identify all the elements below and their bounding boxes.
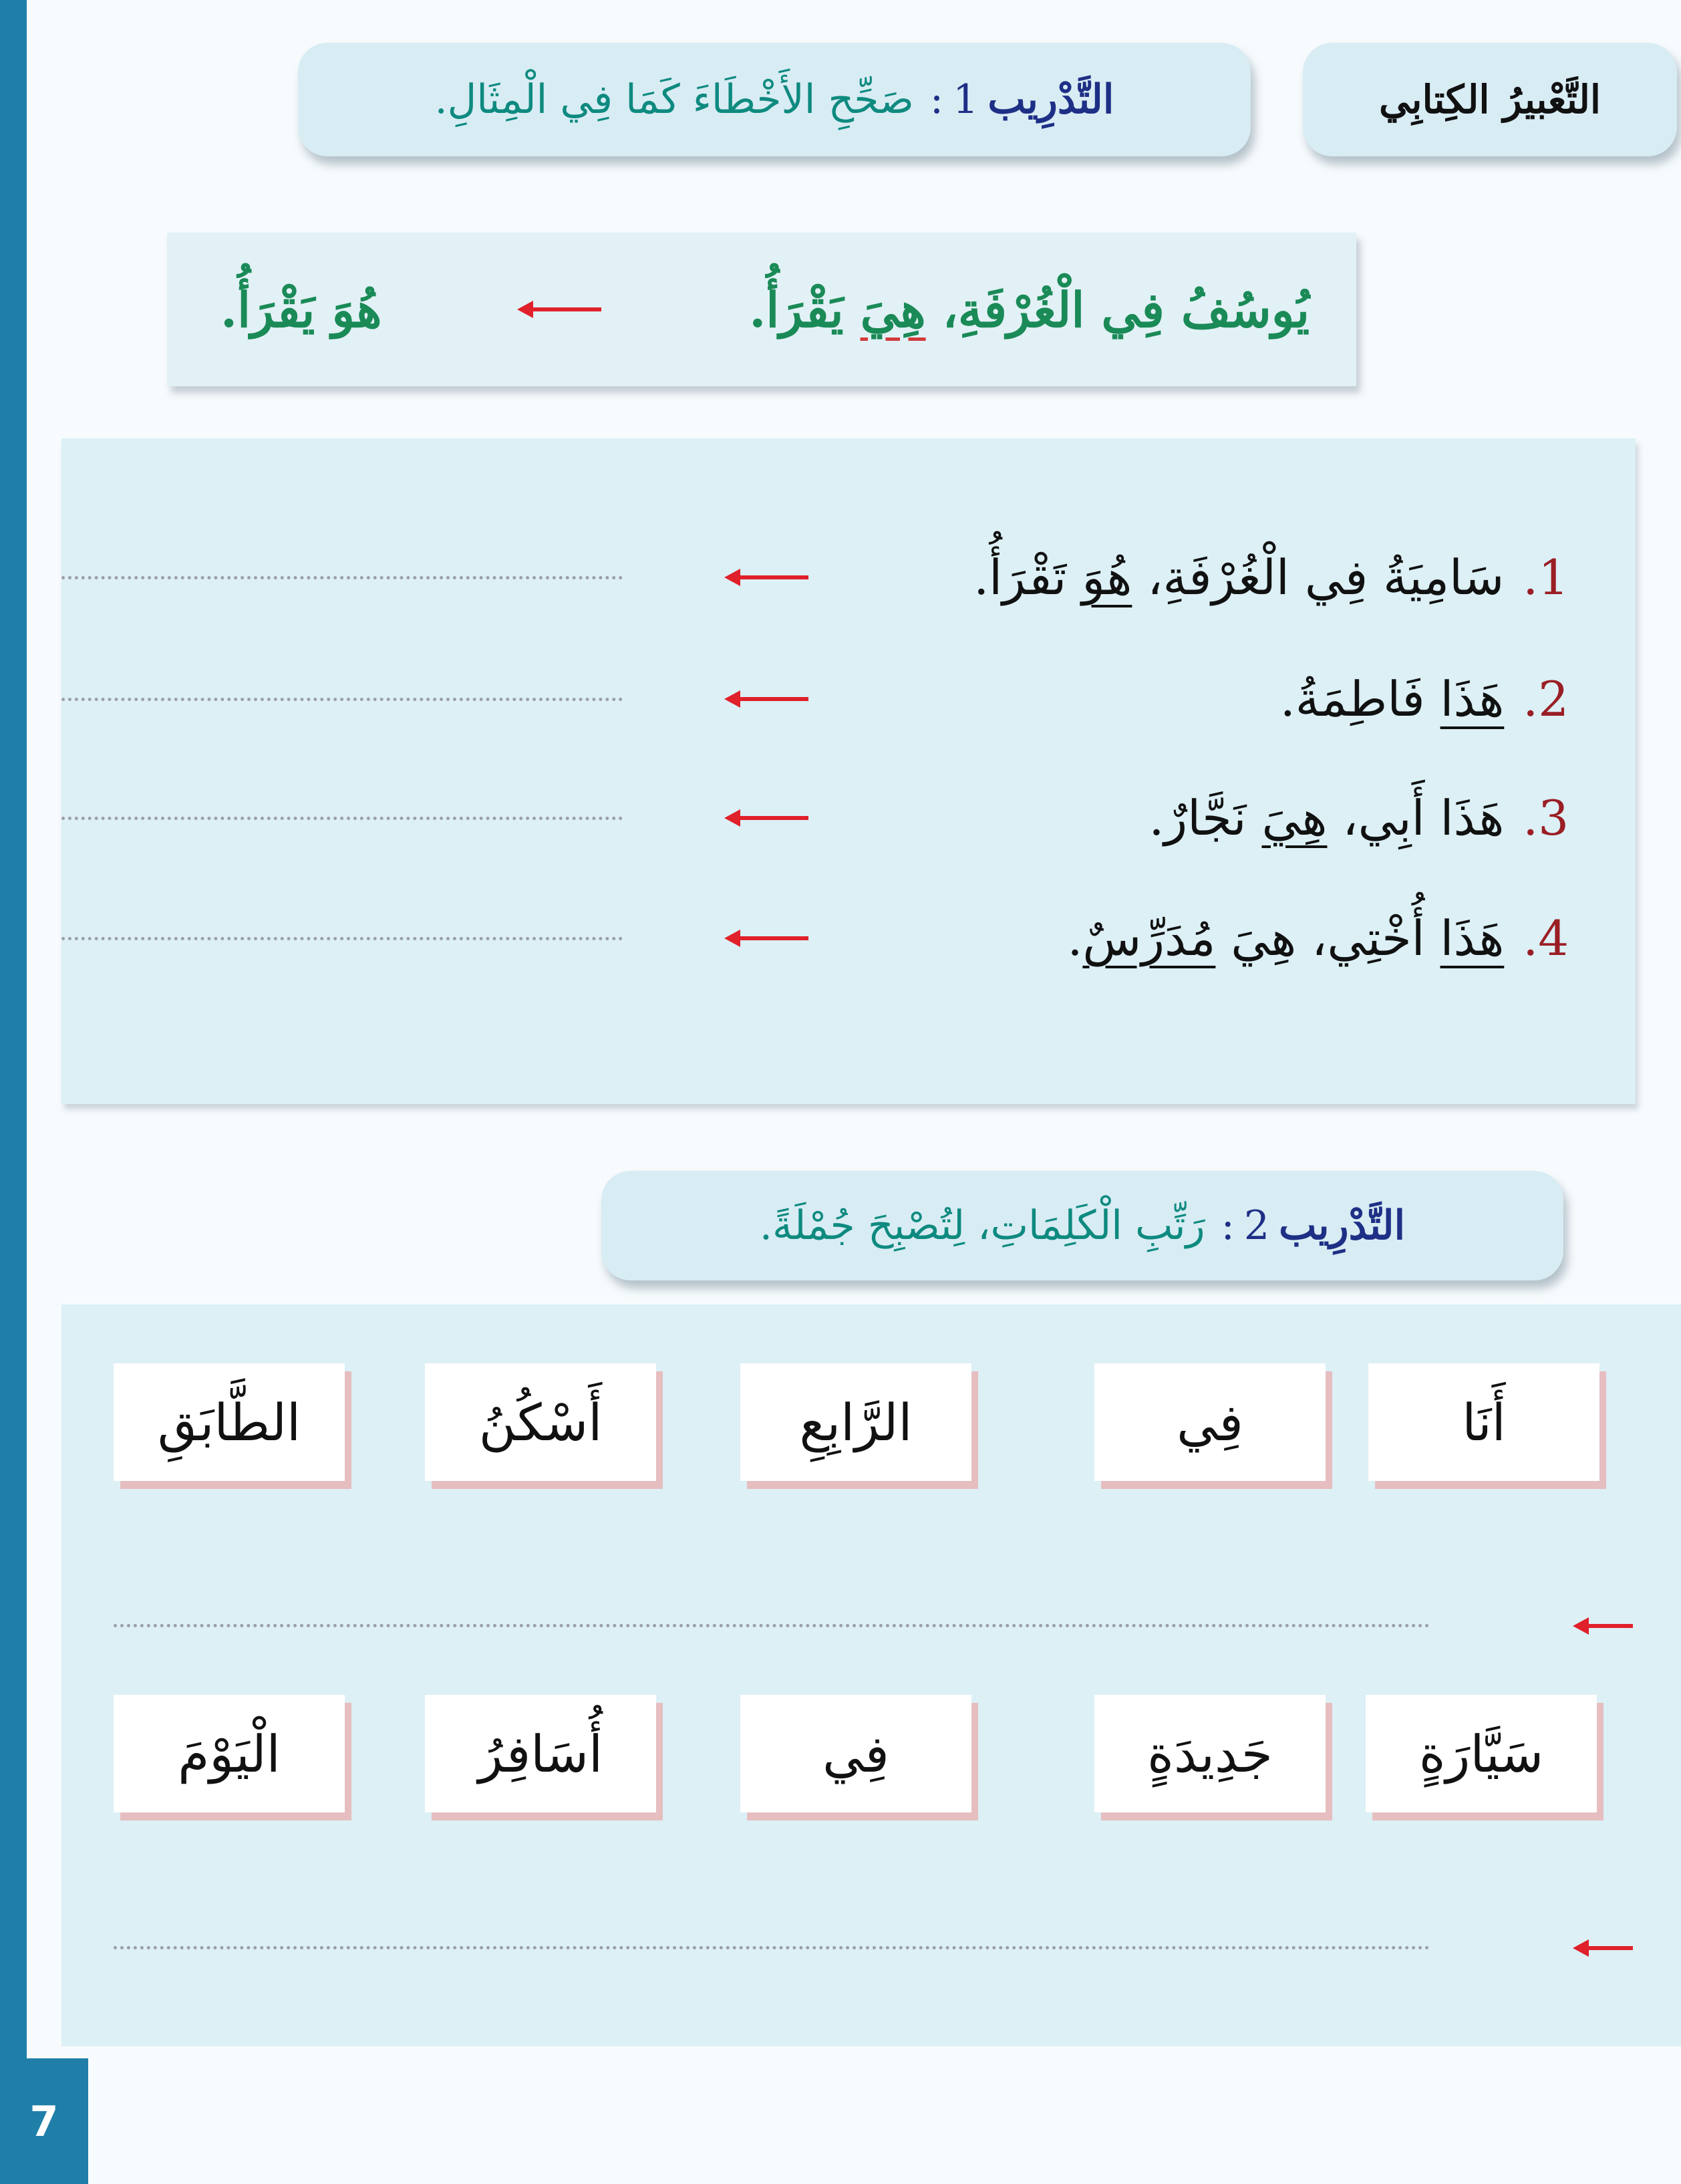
item-sentence bbox=[1067, 898, 1569, 978]
example-incorrect-sentence bbox=[749, 281, 1310, 338]
word-card[interactable]: الطَّابَقِ bbox=[114, 1363, 345, 1481]
item-text-pre: هَذَا أَبِي، bbox=[1342, 790, 1505, 846]
section-label: التَّعْبيرُ الكِتابِي bbox=[1303, 43, 1677, 156]
exercise-1-item bbox=[61, 898, 1636, 978]
exercise-1-item bbox=[61, 537, 1636, 618]
item-sentence bbox=[973, 537, 1569, 618]
item-sentence bbox=[1280, 659, 1569, 739]
exercise-2-title bbox=[601, 1171, 1563, 1280]
answer-line[interactable] bbox=[114, 1624, 1430, 1627]
exercise-2-separator: : bbox=[1221, 1202, 1235, 1249]
item-underlined-word: هَذَا bbox=[1440, 671, 1505, 727]
exercise-2-title-word: التَّدْرِيب bbox=[1279, 1202, 1406, 1249]
exercise-1-separator: : bbox=[929, 76, 944, 123]
item-arrow-icon bbox=[736, 816, 808, 820]
item-text-post-2: . bbox=[1067, 910, 1083, 966]
word-card[interactable]: فِي bbox=[1094, 1363, 1326, 1481]
example-box bbox=[167, 233, 1356, 386]
word-card[interactable]: جَدِيدَةٍ bbox=[1094, 1695, 1326, 1812]
page-number: 7 bbox=[0, 2058, 88, 2184]
item-text-post: فَاطِمَةُ. bbox=[1279, 671, 1425, 727]
item-arrow-icon bbox=[736, 936, 808, 940]
answer-line[interactable] bbox=[61, 698, 623, 701]
exercise-1-item bbox=[61, 778, 1636, 858]
word-card[interactable]: سَيَّارَةٍ bbox=[1366, 1695, 1597, 1812]
item-underlined-word: هِيَ bbox=[1261, 790, 1328, 846]
word-card[interactable]: فِي bbox=[740, 1695, 971, 1812]
item-number: 4. bbox=[1523, 910, 1569, 966]
item-text-post: تَقْرَأُ. bbox=[973, 549, 1067, 605]
exercise-1-title-word: التَّدْرِيب bbox=[987, 76, 1114, 123]
word-card[interactable]: الْيَوْمَ bbox=[114, 1695, 345, 1812]
example-error-word: هِيَ bbox=[860, 281, 926, 338]
item-underlined-word-2: مُدَرِّسٌ bbox=[1082, 910, 1216, 966]
exercise-1-item bbox=[61, 659, 1636, 739]
exercise-1-title bbox=[298, 43, 1251, 156]
answer-line[interactable] bbox=[61, 817, 623, 820]
example-corrected-sentence: هُوَ يَقْرَأُ. bbox=[220, 281, 382, 338]
exercise-2-panel bbox=[61, 1305, 1681, 2046]
left-color-strip bbox=[0, 0, 27, 2184]
word-card[interactable]: أَنَا bbox=[1368, 1363, 1599, 1481]
item-arrow-icon bbox=[736, 575, 808, 579]
answer-line[interactable] bbox=[61, 937, 623, 940]
answer-line[interactable] bbox=[61, 576, 623, 579]
exercise-1-panel bbox=[61, 438, 1636, 1104]
answer-arrow-icon bbox=[1585, 1624, 1633, 1628]
item-sentence bbox=[1149, 778, 1569, 858]
item-text-post: أُخْتِي، هِيَ bbox=[1231, 910, 1425, 966]
exercise-2-instruction: رَتِّبِ الْكَلِمَاتِ، لِتُصْبِحَ جُمْلَةً. bbox=[759, 1202, 1205, 1249]
exercise-1-number: 1 bbox=[953, 76, 979, 123]
word-card[interactable]: أَسْكُنُ bbox=[425, 1363, 656, 1481]
exercise-2-number: 2 bbox=[1243, 1202, 1269, 1249]
example-arrow-icon bbox=[529, 307, 601, 311]
word-card[interactable]: أُسَافِرُ bbox=[425, 1695, 656, 1812]
item-number: 1. bbox=[1523, 549, 1569, 605]
item-underlined-word: هَذَا bbox=[1440, 910, 1505, 966]
example-part-2: يَقْرَأُ. bbox=[749, 281, 844, 338]
exercise-1-instruction: صَحِّحِ الأَخْطَاءَ كَمَا فِي الْمِثَالِ. bbox=[434, 76, 914, 123]
example-part-1: يُوسُفُ فِي الْغُرْفَةِ، bbox=[942, 281, 1310, 338]
item-number: 3. bbox=[1523, 790, 1569, 846]
exercise-2-answer-1 bbox=[0, 1612, 1470, 1639]
exercise-2-answer-2 bbox=[0, 1934, 1470, 1961]
item-underlined-word: هُوَ bbox=[1082, 549, 1132, 605]
answer-line[interactable] bbox=[114, 1946, 1430, 1949]
item-arrow-icon bbox=[736, 697, 808, 701]
word-card[interactable]: الرَّابِعِ bbox=[740, 1363, 971, 1481]
item-number: 2. bbox=[1523, 671, 1569, 727]
answer-arrow-icon bbox=[1585, 1946, 1633, 1950]
item-text-pre: سَامِيَةُ فِي الْغُرْفَةِ، bbox=[1147, 549, 1505, 605]
item-text-post: نَجَّارٌ. bbox=[1149, 790, 1247, 846]
